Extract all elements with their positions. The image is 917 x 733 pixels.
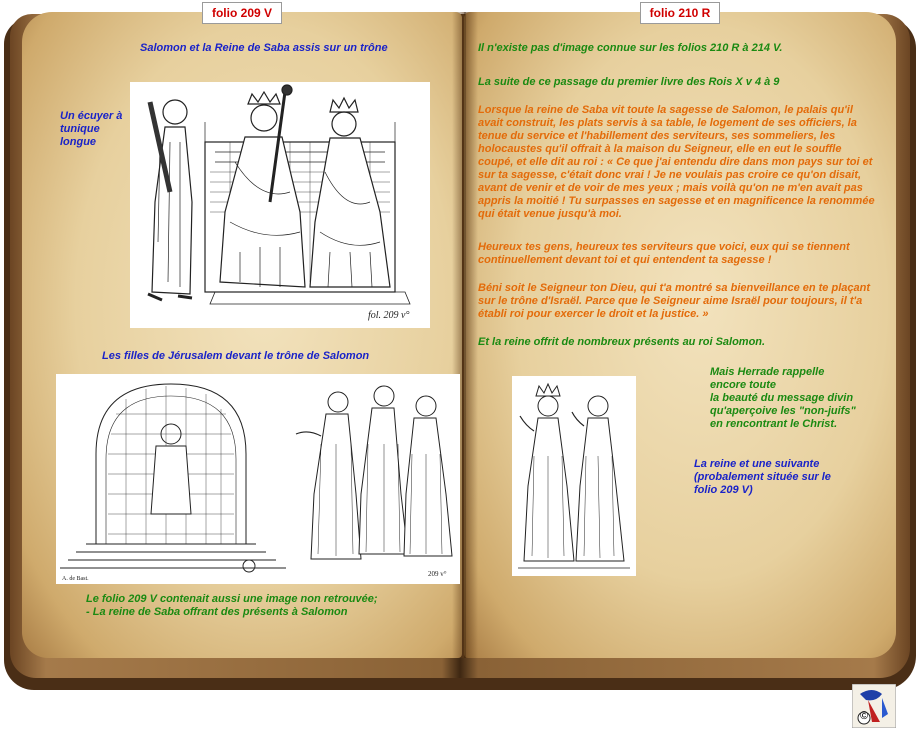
- caption-filles-jerusalem: Les filles de Jérusalem devant le trône de Salomon: [102, 350, 370, 362]
- p3-line: Béni soit le Seigneur ton Dieu, qui t'a montré sa bienveillance en te plaçant: [478, 282, 870, 294]
- paragraph-1: [478, 104, 886, 221]
- suivante-robe: [576, 418, 624, 561]
- throne-drawing: [130, 82, 430, 328]
- caption-salomon-reine: Salomon et la Reine de Saba assis sur un trône: [140, 42, 388, 54]
- herrade-line: qu'aperçoive les "non-juifs": [710, 405, 856, 417]
- p1-line: sur ta sagesse, c'était donc vrai ! Je ne voulais pas croire ce qu'on disait,: [478, 169, 862, 181]
- squire-tunic: [152, 127, 192, 294]
- reine-caption-line: folio 209 V): [694, 484, 753, 496]
- queen-crown: [330, 98, 358, 112]
- p1-line: qui était venue jusqu'à moi.: [478, 208, 622, 220]
- paragraph-4: Et la reine offrit de nombreux présents au roi Salomon.: [478, 336, 766, 348]
- folio-tab-right: folio 210 R: [640, 2, 720, 24]
- woman-2-head: [374, 386, 394, 406]
- ecuyer-caption: [60, 110, 122, 149]
- round-seal-mark: [243, 560, 255, 572]
- p3-line: sur le trône d'Israël. Parce que le Seigneur aime Israël pour toujours, il t'a: [478, 295, 863, 307]
- reine-head: [538, 396, 558, 416]
- king-head: [251, 105, 277, 131]
- folio-tab-left: folio 209 V: [202, 2, 282, 24]
- figure-salomon-throne: [130, 82, 430, 328]
- p1-line: appris la moitié ! Tu surpasses en sagesse et en magnificence la renommée: [478, 195, 875, 207]
- reine-drawing: [512, 376, 636, 576]
- reine-caption-line: La reine et une suivante: [694, 458, 820, 470]
- bottom-note-line-1: Le folio 209 V contenait aussi une image non retrouvée;: [86, 593, 378, 605]
- suite-passage-title: La suite de ce passage du premier livre des Rois X v 4 à 9: [478, 76, 780, 88]
- fig1-signature: fol. 209 v°: [368, 310, 410, 321]
- squire-head: [163, 100, 187, 124]
- p1-line: holocaustes qu'il offrait à la maison du Seigneur, elle en eut le souffle: [478, 143, 842, 155]
- reine-suivante-caption: [694, 458, 831, 497]
- herrade-line: la beauté du message divin: [710, 392, 854, 404]
- herrade-note: [710, 366, 856, 431]
- p1-line: Lorsque la reine de Saba vit toute la sagesse de Salomon, le palais qu'il: [478, 104, 853, 116]
- suivante-head: [588, 396, 608, 416]
- king-crown: [248, 92, 280, 104]
- reine-crown: [536, 384, 560, 396]
- fig2-mark-left: A. de Bast.: [62, 576, 89, 582]
- jerusalem-drawing: [56, 374, 460, 584]
- p3-line: établi roi pour exercer le droit et la justice. »: [478, 308, 709, 320]
- ecuyer-line-2: tunique: [60, 123, 100, 135]
- paragraph-2: [478, 241, 886, 267]
- herrade-line: en rencontrant le Christ.: [710, 418, 838, 430]
- p1-line: avant de venir et de voir de mes yeux ; mais voilà qu'on ne m'en avait pas: [478, 182, 863, 194]
- reine-robe: [524, 418, 574, 561]
- herrade-line: Mais Herrade rappelle: [710, 366, 825, 378]
- p1-line: avait construit, les plats servis à sa table, le logement de ses officiers, la: [478, 117, 857, 129]
- figure-filles-jerusalem: [56, 374, 460, 584]
- throne-steps: [60, 544, 286, 568]
- bottom-note-left: [86, 593, 378, 619]
- paragraph-3: [478, 282, 886, 321]
- p1-line: tenue du service et l'habillement des serviteurs, ses sommeliers, les: [478, 130, 836, 142]
- copyright-symbol: ©: [859, 710, 869, 722]
- ecuyer-line-1: Un écuyer à: [60, 110, 123, 122]
- woman-3-head: [416, 396, 436, 416]
- fig2-mark-right: 209 v°: [428, 570, 447, 578]
- queen-robe: [310, 138, 390, 287]
- woman-1-head: [328, 392, 348, 412]
- copyright-logo: [852, 684, 896, 728]
- herrade-line: encore toute: [710, 379, 777, 391]
- bottom-note-line-2: - La reine de Saba offrant des présents à Salomon: [86, 606, 348, 618]
- figure-reine-suivante: [512, 376, 636, 576]
- no-image-note: Il n'existe pas d'image connue sur les folios 210 R à 214 V.: [478, 42, 783, 54]
- reine-caption-line: (probalement située sur le: [694, 471, 831, 483]
- squire-sword: [150, 102, 170, 192]
- p2-line: continuellement devant toi et qui entendent ta sagesse !: [478, 254, 772, 266]
- king-robe: [220, 137, 305, 287]
- p2-line: Heureux tes gens, heureux tes serviteurs que voici, eux qui se tiennent: [478, 241, 850, 253]
- ecuyer-line-3: longue: [60, 136, 97, 148]
- queen-head: [332, 112, 356, 136]
- p1-line: coupé, et elle dit au roi : « Ce que j'ai entendu dire dans mon pays sur toi et: [478, 156, 873, 168]
